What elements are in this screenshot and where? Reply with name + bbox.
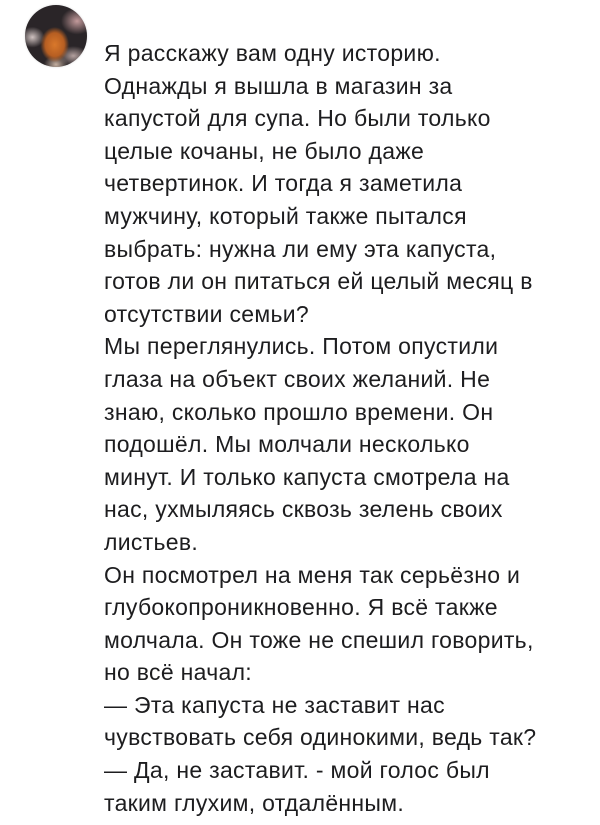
text-line: глаза на объект своих желаний. Не	[104, 365, 491, 392]
text-line: — Да, не заставит. - мой голос был	[104, 757, 490, 784]
text-line: листьев.	[104, 528, 199, 555]
text-line: молчала. Он тоже не спешил говорить,	[104, 626, 534, 653]
post-text	[104, 37, 584, 819]
text-line: выбрать: нужна ли ему эта капуста,	[104, 235, 497, 262]
text-line: подошёл. Мы молчали несколько	[104, 431, 470, 458]
text-line: Мы переглянулись. Потом опустили	[104, 333, 499, 360]
text-line: минут. И только капуста смотрела на	[104, 463, 510, 490]
text-line: готов ли он питаться ей целый месяц в	[104, 268, 533, 295]
text-line: Он посмотрел на меня так серьёзно и	[104, 561, 521, 588]
text-line: Однажды я вышла в магазин за	[104, 72, 453, 99]
text-line: целые кочаны, не было даже	[104, 137, 425, 164]
text-line: мужчину, который также пытался	[104, 202, 467, 229]
text-line: капустой для супа. Но были только	[104, 105, 491, 132]
text-line: нас, ухмыляясь сквозь зелень своих	[104, 496, 503, 523]
text-line: глубокопроникновенно. Я всё также	[104, 594, 498, 621]
text-line: Я расскажу вам одну историю.	[104, 40, 441, 66]
text-line: чувствовать себя одинокими, ведь так?	[104, 724, 537, 751]
avatar[interactable]	[25, 5, 87, 67]
text-line: таким глухим, отдалённым.	[104, 789, 405, 816]
text-line: четвертинок. И тогда я заметила	[104, 170, 463, 197]
text-line: но всё начал:	[104, 659, 252, 686]
text-line: — Эта капуста не заставит нас	[104, 691, 445, 718]
text-line: отсутствии семьи?	[104, 300, 310, 327]
text-line: знаю, сколько прошло времени. Он	[104, 398, 494, 425]
